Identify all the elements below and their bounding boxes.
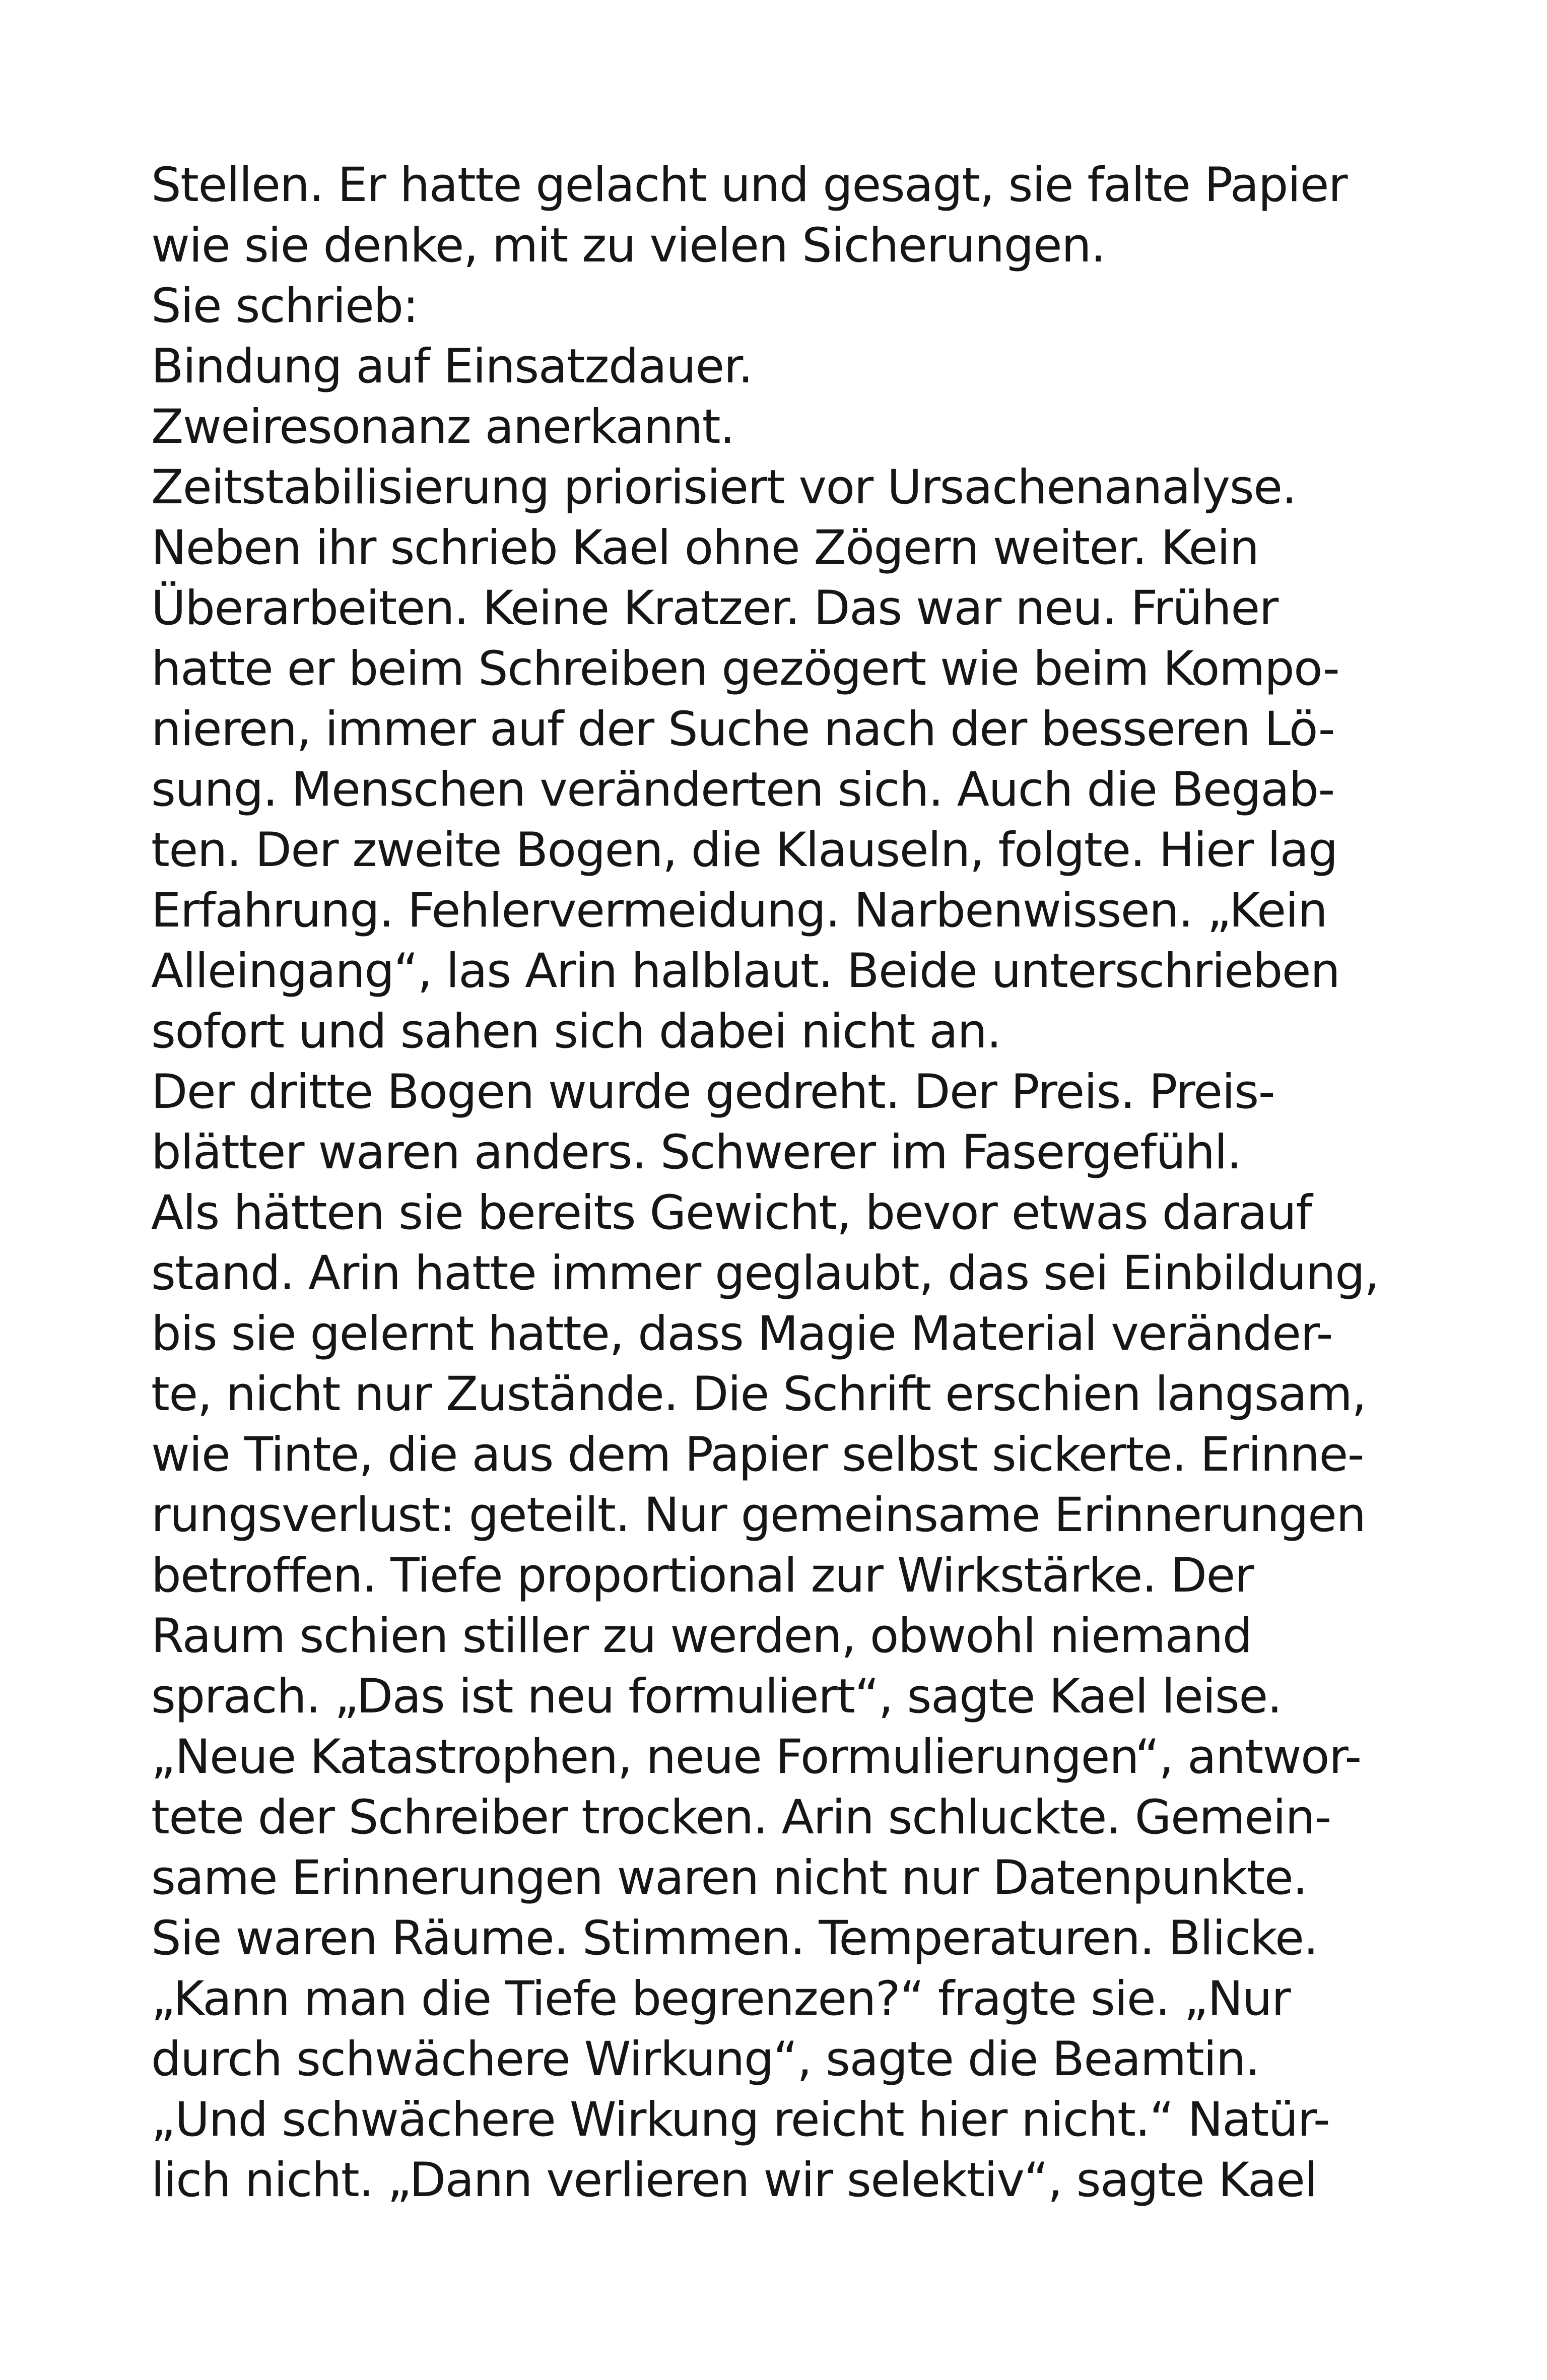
text-line: sofort und sahen sich dabei nicht an. [151,1004,1001,1059]
text-line: Sie waren Räume. Stimmen. Temperaturen. Blicke. [151,1911,1318,1966]
text-line: Der dritte Bogen wurde gedreht. Der Preis. Preis- [151,1065,1275,1119]
text-line: lich nicht. „Dann verlieren wir selektiv“, sagte Kael [151,2153,1317,2208]
text-line: same Erinnerungen waren nicht nur Datenpunkte. [151,1850,1307,1905]
text-line: Sie schrieb: [151,279,418,334]
text-line: „Neue Katastrophen, neue Formulierungen“, antwor- [151,1730,1361,1784]
text-line: nieren, immer auf der Suche nach der besseren Lö- [151,702,1335,757]
text-line: Als hätten sie bereits Gewicht, bevor etwas darauf [151,1185,1312,1240]
text-line: durch schwächere Wirkung“, sagte die Beamtin. [151,2032,1260,2087]
body-text [151,155,1441,2211]
text-line: bis sie gelernt hatte, dass Magie Material veränder- [151,1306,1333,1361]
text-line: sung. Menschen veränderten sich. Auch die Begab- [151,762,1334,817]
text-line: „Und schwächere Wirkung reicht hier nicht.“ Natür- [151,2092,1330,2147]
text-line: ten. Der zweite Bogen, die Klauseln, folgte. Hier lag [151,823,1337,878]
text-line: te, nicht nur Zustände. Die Schrift erschien langsam, [151,1367,1366,1422]
text-line: rungsverlust: geteilt. Nur gemeinsame Erinnerungen [151,1488,1366,1543]
text-line: hatte er beim Schreiben gezögert wie beim Kompo- [151,641,1339,696]
text-line: wie Tinte, die aus dem Papier selbst sickerte. Erinne- [151,1427,1364,1482]
text-line: Überarbeiten. Keine Kratzer. Das war neu. Früher [151,581,1278,636]
text-line: Neben ihr schrieb Kael ohne Zögern weiter. Kein [151,520,1259,575]
text-line: blätter waren anders. Schwerer im Fasergefühl. [151,1125,1241,1180]
text-line: „Kann man die Tiefe begrenzen?“ fragte sie. „Nur [151,1971,1291,2026]
text-line: tete der Schreiber trocken. Arin schluckte. Gemein- [151,1790,1331,1845]
text-line: Raum schien stiller zu werden, obwohl niemand [151,1609,1252,1664]
text-line: betroffen. Tiefe proportional zur Wirkstärke. Der [151,1548,1253,1603]
text-line: Erfahrung. Fehlervermeidung. Narbenwissen. „Kein [151,883,1327,938]
text-line: stand. Arin hatte immer geglaubt, das sei Einbildung, [151,1246,1379,1301]
text-line: Bindung auf Einsatzdauer. [151,339,753,394]
text-line: Zweiresonanz anerkannt. [151,400,734,454]
text-line: Alleingang“, las Arin halblaut. Beide unterschrieben [151,944,1340,999]
text-line: Zeitstabilisierung priorisiert vor Ursachenanalyse. [151,460,1296,515]
text-line: Stellen. Er hatte gelacht und gesagt, sie falte Papier [151,158,1348,213]
text-line: wie sie denke, mit zu vielen Sicherungen. [151,218,1105,273]
text-line: sprach. „Das ist neu formuliert“, sagte Kael leise. [151,1669,1282,1724]
